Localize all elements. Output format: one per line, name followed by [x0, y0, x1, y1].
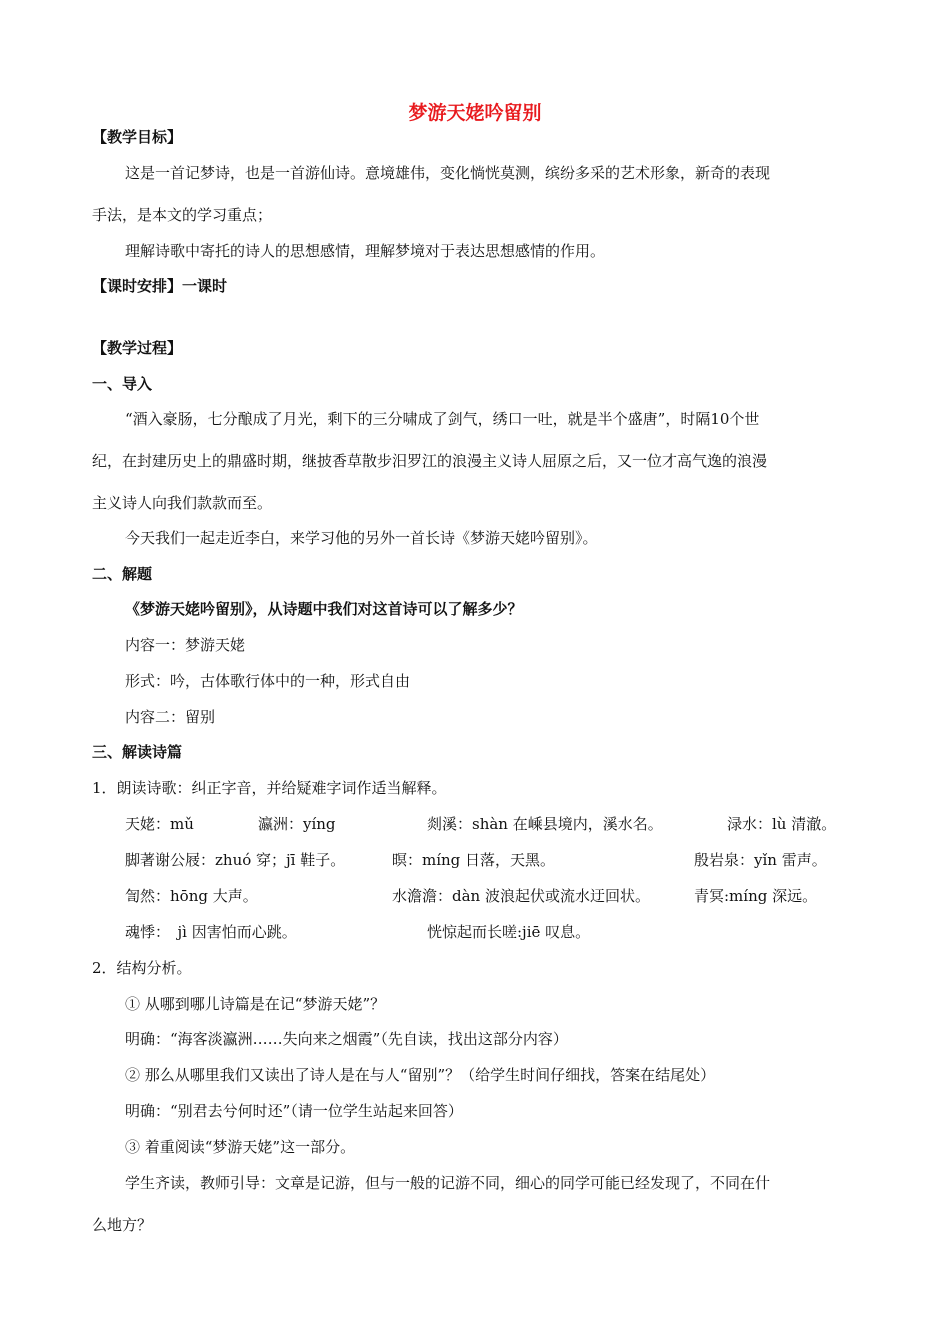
goals-paragraph-line: 这是一首记梦诗，也是一首游仙诗。意境雄伟，变化惝恍莫测，缤纷多采的艺术形象，新奇的表现 — [125, 164, 771, 182]
process-heading: 【教学过程】 — [92, 339, 183, 357]
intro-paragraph-line: 纪，在封建历史上的鼎盛时期，继披香草散步汨罗江的浪漫主义诗人屈原之后，又一位才高气逸的浪漫 — [92, 452, 768, 470]
title-question: 《梦游天姥吟留别》，从诗题中我们对这首诗可以了解多少？ — [125, 600, 523, 618]
vocab-item: 水澹澹：dàn 波浪起伏或流水迂回状。 — [392, 887, 650, 905]
structure-question: ① 从哪到哪儿诗篇是在记“梦游天姥”？ — [125, 995, 386, 1013]
vocab-item: 天姥：mǔ — [125, 815, 194, 833]
vocab-item: 剡溪：shàn 在嵊县境内，溪水名。 — [427, 815, 663, 833]
structure-answer: 明确：“别君去兮何时还”（请一位学生站起来回答） — [125, 1102, 463, 1120]
title-form: 形式：吟，古体歌行体中的一种，形式自由 — [125, 672, 411, 690]
structure-question: ③ 着重阅读“梦游天姥”这一部分。 — [125, 1138, 356, 1156]
intro-heading: 一、导入 — [92, 375, 153, 393]
read-step-one: 1．朗读诗歌：纠正字音，并给疑难字词作适当解释。 — [92, 779, 447, 797]
title-content-two: 内容二：留别 — [125, 708, 216, 726]
read-step-two: 2．结构分析。 — [92, 959, 192, 977]
schedule-line: 【课时安排】一课时 — [92, 277, 228, 295]
vocab-item: 殷岩泉：yǐn 雷声。 — [694, 851, 827, 869]
goals-paragraph: 理解诗歌中寄托的诗人的思想感情，理解梦境对于表达思想感情的作用。 — [125, 242, 606, 260]
vocab-item: 暝：míng 日落，天黑。 — [392, 851, 556, 869]
vocab-item: 訇然：hōng 大声。 — [125, 887, 258, 905]
goals-paragraph-line: 手法，是本文的学习重点； — [92, 206, 273, 224]
vocab-item: 瀛洲：yíng — [258, 815, 336, 833]
intro-paragraph-line: “酒入豪肠，七分酿成了月光，剩下的三分啸成了剑气，绣口一吐，就是半个盛唐”，时隔10个世 — [125, 410, 760, 428]
title-content-one: 内容一：梦游天姥 — [125, 636, 246, 654]
document-title: 梦游天姥吟留别 — [408, 102, 542, 124]
vocab-item: 脚著谢公屐：zhuó 穿；jī 鞋子。 — [125, 851, 346, 869]
guide-paragraph-line: 学生齐读，教师引导：文章是记游，但与一般的记游不同，细心的同学可能已经发现了，不同在什 — [125, 1174, 771, 1192]
read-heading: 三、解读诗篇 — [92, 743, 183, 761]
vocab-item: 魂悸： jì 因害怕而心跳。 — [125, 923, 297, 941]
vocab-item: 青冥:míng 深远。 — [694, 887, 818, 905]
vocab-item: 渌水：lù 清澈。 — [727, 815, 837, 833]
title-heading: 二、解题 — [92, 565, 153, 583]
vocab-item: 恍惊起而长嗟:jiē 叹息。 — [427, 923, 591, 941]
intro-paragraph-line: 主义诗人向我们款款而至。 — [92, 494, 273, 512]
structure-answer: 明确：“海客淡瀛洲……失向来之烟霞”（先自读，找出这部分内容） — [125, 1030, 568, 1048]
guide-paragraph-line: 么地方？ — [92, 1216, 153, 1234]
intro-paragraph: 今天我们一起走近李白，来学习他的另外一首长诗《梦游天姥吟留别》。 — [125, 529, 598, 547]
structure-question: ② 那么从哪里我们又读出了诗人是在与人“留别”？（给学生时间仔细找，答案在结尾处） — [125, 1066, 716, 1084]
goals-heading: 【教学目标】 — [92, 128, 183, 146]
